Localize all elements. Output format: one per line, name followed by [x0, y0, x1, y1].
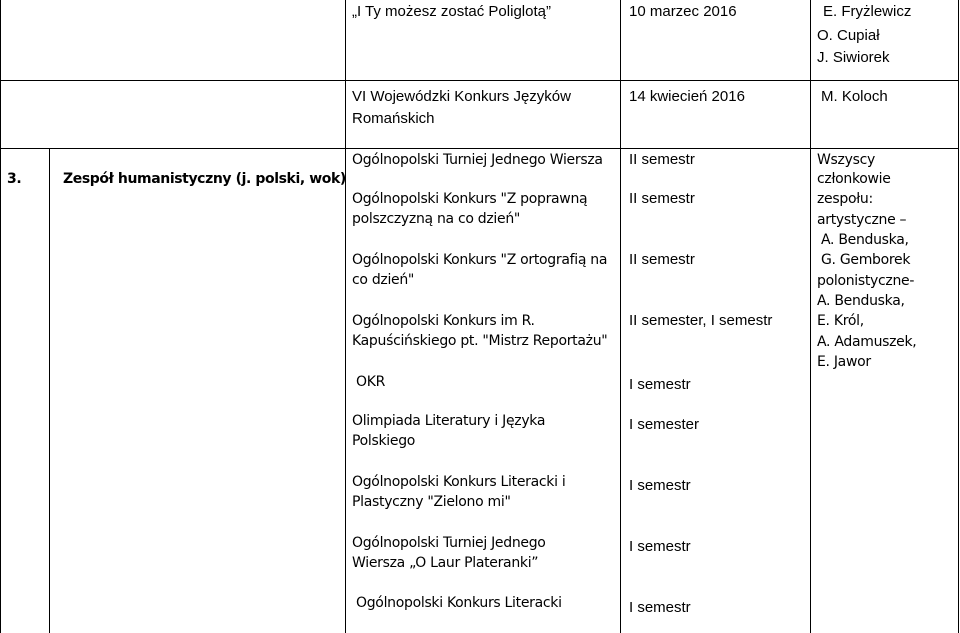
teacher-name: O. Cupiał — [817, 27, 880, 44]
responsible-line: A. Benduska, — [817, 293, 905, 309]
competition-name: Ogólnopolski Konkurs im R. Kapuścińskiego pt. "Mistrz Reportażu" — [352, 313, 608, 349]
row-divider-2 — [0, 148, 959, 149]
responsible-line: A. Benduska, — [821, 232, 909, 248]
competition-date-romance-languages: 14 kwiecień 2016 — [629, 88, 745, 105]
responsible-line: A. Adamuszek, — [817, 334, 917, 350]
competition-term: II semester, I semestr — [629, 312, 773, 329]
competition-term: I semestr — [629, 376, 691, 393]
competition-term: I semestr — [629, 538, 691, 555]
team-name: Zespół humanistyczny (j. polski, wok) — [63, 171, 346, 187]
column-divider-1 — [49, 148, 50, 633]
responsible-line: G. Gemborek — [821, 252, 911, 268]
column-divider-2 — [345, 0, 346, 633]
competition-term: I semestr — [629, 477, 691, 494]
competition-term: II semestr — [629, 151, 695, 168]
teacher-name: J. Siwiorek — [817, 49, 890, 66]
responsible-line: Wszyscy — [817, 152, 875, 168]
competition-name-romance-languages: VI Wojewódzki Konkurs Języków — [352, 88, 571, 105]
competition-name: Ogólnopolski Konkurs Literacki i Plastyczny "Zielono mi" — [352, 474, 566, 510]
responsible-line: członkowie — [817, 171, 891, 187]
competition-name: Olimpiada Literatury i Języka Polskiego — [352, 413, 546, 449]
responsible-line: artystyczne – — [817, 212, 907, 228]
responsible-line: E. Król, — [817, 313, 864, 329]
competition-term: I semester — [629, 416, 700, 433]
competition-term: II semestr — [629, 251, 695, 268]
teacher-name: E. Fryżlewicz — [823, 3, 912, 20]
competition-date-poliglota: 10 marzec 2016 — [629, 3, 737, 20]
row-divider-1 — [0, 80, 959, 81]
competition-name: Ogólnopolski Konkurs "Z ortografią na co dzień" — [352, 252, 608, 288]
competition-name-poliglota: „I Ty możesz zostać Poliglotą” — [352, 3, 551, 20]
competition-name: Ogólnopolski Turniej Jednego Wiersza — [352, 152, 603, 168]
competition-term: I semestr — [629, 599, 691, 616]
team-number: 3. — [7, 171, 22, 187]
responsible-line: E. Jawor — [817, 354, 871, 370]
competition-name: Ogólnopolski Konkurs "Z poprawną polszczyzną na co dzień" — [352, 191, 588, 227]
competition-term: II semestr — [629, 190, 695, 207]
competition-name: OKR — [356, 374, 386, 390]
responsible-line: zespołu: — [817, 191, 873, 207]
competition-name-romance-languages-cont: Romańskich — [352, 110, 435, 127]
competition-name: Ogólnopolski Turniej Jednego Wiersza „O Laur Plateranki” — [352, 535, 546, 571]
competition-name: Ogólnopolski Konkurs Literacki — [356, 595, 562, 611]
column-divider-3 — [620, 0, 621, 633]
teacher-name: M. Koloch — [821, 88, 888, 105]
responsible-line: polonistyczne- — [817, 273, 915, 289]
column-divider-4 — [810, 0, 811, 633]
